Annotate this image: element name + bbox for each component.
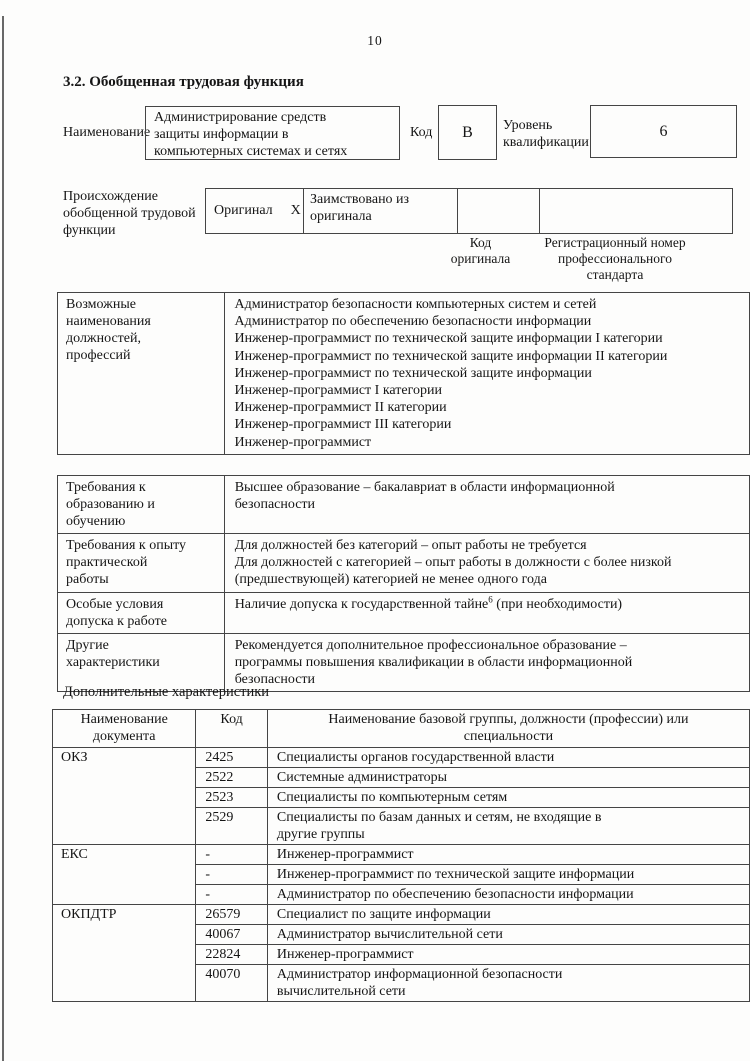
job-titles-label-line: наименования	[66, 314, 151, 329]
code-cell: 40070	[196, 965, 268, 1002]
requirement-label-line: Требования к	[66, 480, 146, 495]
page-number: 10	[367, 33, 383, 48]
origin-borrowed-cell-line: оригинала	[310, 209, 372, 224]
group-name-line: Администратор вычислительной сети	[276, 927, 503, 942]
code-cell: 40067	[196, 925, 268, 945]
origin-label-line: Происхождение	[63, 189, 158, 204]
group-name-line: вычислительной сети	[276, 984, 406, 999]
section-heading: 3.2. Обобщенная трудовая функция	[63, 74, 304, 90]
name-label: Наименование	[63, 125, 151, 140]
origin-label-line: функции	[63, 223, 116, 238]
group-name-cell	[267, 808, 749, 845]
group-name-cell	[267, 845, 749, 865]
group-name-cell	[267, 965, 749, 1002]
requirement-value	[224, 633, 749, 692]
job-titles-list-line: Администратор безопасности компьютерных систем и сетей	[234, 297, 597, 312]
header-document-name	[53, 710, 196, 748]
origin-registration-cell-empty	[540, 189, 733, 234]
origin-original-cell	[206, 189, 304, 234]
requirement-value	[224, 534, 749, 593]
footnote-marker: 6	[488, 593, 493, 604]
job-titles-list-line: Инженер-программист по технической защите информации II категории	[234, 348, 668, 364]
job-titles-list-line: Инженер-программист по технической защите информации I категории	[234, 331, 663, 347]
header-base-group-line: специальности	[463, 728, 554, 744]
function-name-box	[145, 106, 400, 160]
requirement-label	[58, 534, 225, 593]
origin-registration-caption-line: профессионального	[558, 251, 672, 266]
function-name-box-line: компьютерных системах и сетях	[154, 144, 348, 159]
function-code-box: В	[438, 105, 497, 160]
additional-table-header-row	[53, 710, 750, 748]
requirement-value-line: Для должностей с категорией – опыт работы в должности с более низкой	[234, 555, 672, 571]
group-name-line: Инженер-программист по технической защите информации	[276, 867, 635, 882]
origin-registration-caption	[520, 235, 710, 283]
table-row	[53, 845, 750, 865]
requirement-label-line: Особые условия	[66, 596, 164, 612]
code-cell: 22824	[196, 945, 268, 965]
group-name-line: Администратор информационной безопасности	[276, 967, 563, 982]
group-name-line: другие группы	[276, 827, 365, 842]
group-name-line: Специалисты по базам данных и сетям, не входящие в	[276, 810, 602, 825]
requirement-row	[58, 592, 750, 633]
requirement-label	[58, 633, 225, 692]
code-cell: -	[196, 865, 268, 885]
origin-registration-caption-line: стандарта	[586, 267, 644, 282]
origin-original-label: Оригинал	[214, 203, 273, 218]
job-titles-label	[58, 293, 225, 455]
group-name-cell	[267, 885, 749, 905]
origin-registration-caption-line: Регистрационный номер	[544, 235, 686, 250]
requirement-label-line: практической	[66, 555, 148, 570]
document-name-cell: ОКЗ	[53, 748, 196, 845]
scan-edge-artifact	[2, 16, 4, 1061]
group-name-line: Инженер-программист	[276, 947, 414, 962]
document-name-cell: ЕКС	[53, 845, 196, 905]
job-titles-list-line: Инженер-программист I категории	[234, 383, 442, 399]
job-titles-list-line: Администратор по обеспечению безопасности информации	[234, 314, 592, 330]
job-titles-label-line: Возможные	[66, 297, 136, 312]
header-code-line: Код	[220, 712, 243, 727]
origin-row	[206, 189, 733, 234]
job-titles-table	[57, 292, 750, 455]
document-name-cell: ОКПДТР	[53, 905, 196, 1002]
qualification-level-label-line: Уровень	[503, 118, 553, 133]
requirement-value-line: Наличие допуска к государственной тайне$^6$ (при необходимости)	[234, 593, 623, 612]
job-titles-list-line: Инженер-программист III категории	[234, 417, 452, 433]
requirement-value-line: (предшествующей) категорией не менее одного года	[234, 572, 547, 588]
job-titles-label-line: профессий	[66, 348, 131, 363]
origin-borrowed-cell	[304, 189, 458, 234]
requirement-label-line: допуска к работе	[66, 613, 167, 629]
origin-label	[63, 188, 196, 239]
job-titles-list-line: Инженер-программист по технической защите информации	[234, 365, 592, 381]
requirement-row	[58, 476, 750, 534]
group-name-line: Специалисты по компьютерным сетям	[276, 790, 508, 805]
additional-characteristics-heading: Дополнительные характеристики	[63, 684, 270, 700]
group-name-cell	[267, 788, 749, 808]
requirement-value	[224, 592, 749, 633]
group-name-line: Администратор по обеспечению безопасности информации	[276, 887, 634, 902]
requirement-row	[58, 534, 750, 593]
header-document-name-line: документа	[92, 728, 156, 744]
code-cell: -	[196, 885, 268, 905]
requirement-label	[58, 476, 225, 534]
origin-code-cell-empty	[458, 189, 540, 234]
code-cell: 2425	[196, 748, 268, 768]
origin-code-caption	[441, 235, 520, 267]
origin-table	[205, 188, 733, 234]
requirement-label	[58, 592, 225, 633]
header-code	[196, 710, 268, 748]
job-titles-label-line: должностей,	[66, 331, 141, 346]
group-name-line: Специалисты органов государственной власти	[276, 750, 555, 765]
function-name-box-line: защиты информации в	[154, 127, 289, 142]
origin-borrowed-cell-line: Заимствовано из	[310, 192, 410, 207]
group-name-cell	[267, 925, 749, 945]
requirement-label-line: Требования к опыту	[66, 538, 187, 553]
requirement-row	[58, 633, 750, 692]
qualification-level-box: 6	[590, 105, 737, 158]
qualification-level-label-line: квалификации	[503, 135, 589, 150]
job-titles-list-line: Инженер-программист II категории	[234, 400, 447, 416]
requirement-label-line: образованию и	[66, 497, 155, 512]
requirement-value-line: Рекомендуется дополнительное профессиональное образование –	[234, 637, 627, 653]
code-cell: 2529	[196, 808, 268, 845]
group-name-cell	[267, 865, 749, 885]
requirement-value-line: Для должностей без категорий – опыт работы не требуется	[234, 538, 587, 553]
requirement-value-line: безопасности	[234, 497, 316, 513]
requirement-label-line: Другие	[66, 637, 109, 653]
group-name-line: Системные администраторы	[276, 770, 448, 785]
job-titles-row	[58, 293, 750, 455]
code-cell: 26579	[196, 905, 268, 925]
requirement-label-line: характеристики	[66, 654, 160, 670]
qualification-level-label	[503, 117, 589, 151]
group-name-line: Инженер-программист	[276, 847, 414, 862]
job-titles-list	[224, 293, 749, 455]
function-name-box-line: Администрирование средств	[154, 110, 327, 125]
requirement-value-line: безопасности	[234, 672, 316, 688]
origin-code-caption-line: Код	[469, 235, 492, 250]
table-row	[53, 905, 750, 925]
header-base-group-line: Наименование базовой группы, должности (профессии) или	[328, 712, 689, 727]
requirement-value-line: программы повышения квалификации в области информационной	[234, 654, 633, 670]
code-cell: 2522	[196, 768, 268, 788]
requirement-label-line: обучению	[66, 514, 126, 529]
code-label: Код	[410, 125, 433, 140]
origin-label-line: обобщенной трудовой	[63, 206, 196, 221]
group-name-cell	[267, 768, 749, 788]
group-name-cell	[267, 945, 749, 965]
header-base-group	[267, 710, 749, 748]
code-cell: 2523	[196, 788, 268, 808]
job-titles-list-line: Инженер-программист	[234, 434, 372, 450]
requirement-label-line: работы	[66, 572, 109, 587]
origin-code-caption-line: оригинала	[450, 251, 511, 266]
additional-characteristics-table	[52, 709, 750, 1002]
requirement-value	[224, 476, 749, 534]
code-cell: -	[196, 845, 268, 865]
requirement-value-line: Высшее образование – бакалавриат в области информационной	[234, 480, 615, 495]
group-name-cell	[267, 748, 749, 768]
requirements-table	[57, 475, 750, 692]
table-row	[53, 748, 750, 768]
origin-original-mark: X	[290, 203, 301, 218]
group-name-line: Специалист по защите информации	[276, 907, 491, 922]
group-name-cell	[267, 905, 749, 925]
header-document-name-line: Наименование	[80, 712, 168, 727]
